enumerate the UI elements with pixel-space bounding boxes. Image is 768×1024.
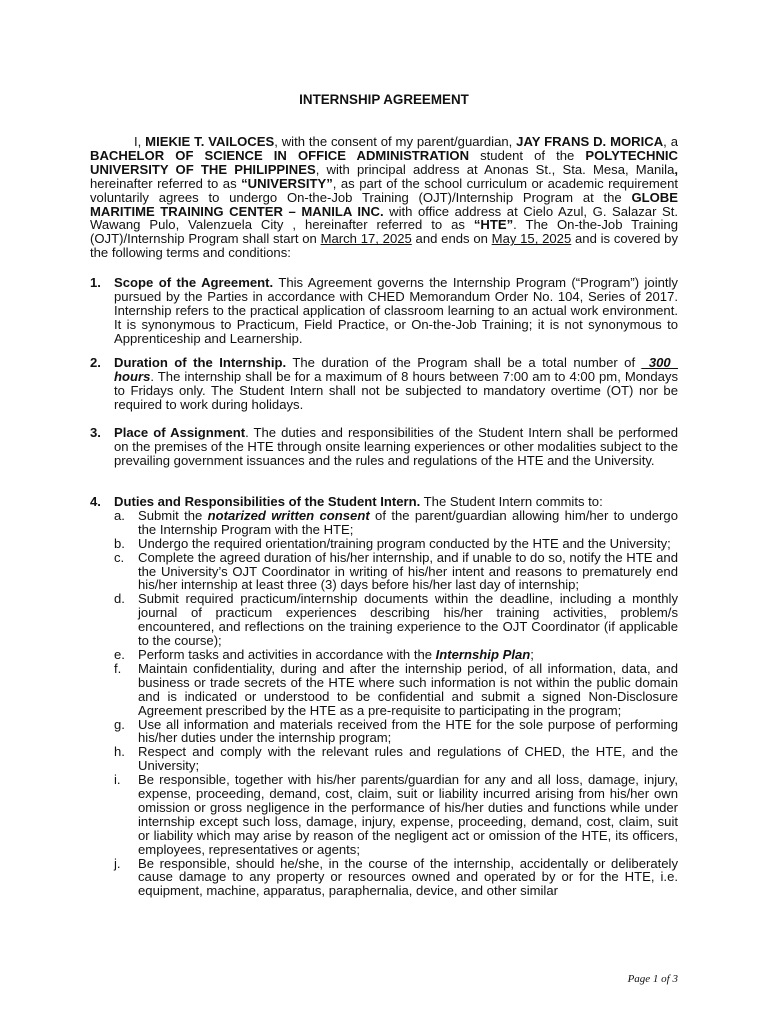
duty-item [114, 857, 678, 899]
duty-text: Perform tasks and activities in accordance with the Internship Plan; [138, 646, 534, 662]
section-4 [90, 495, 678, 898]
section-body: The Student Intern commits to: [420, 494, 603, 509]
duty-item [114, 648, 678, 662]
section-body: The duration of the Program shall be a total number of [286, 355, 642, 370]
hours-value: _300_ [641, 355, 678, 370]
duty-letter: j. [114, 855, 121, 871]
intro-paragraph [90, 135, 678, 260]
document-title: INTERNSHIP AGREEMENT [299, 92, 469, 107]
duty-letter: i. [114, 772, 121, 788]
duty-letter: f. [114, 660, 122, 676]
duty-item [114, 551, 678, 593]
duty-text: Maintain confidentiality, during and after the internship period, of all information, data, and business or trade secrets of the HTE where such information is not within the public domain and is indicated or understood to be confidential and submit a signed Non-Disclosure Agreement prescribed by the HTE as a pre-requisite to participating in the program; [138, 660, 678, 718]
hours-unit: hours [114, 368, 151, 384]
section-number: 3. [90, 425, 101, 440]
duty-item [114, 773, 678, 856]
duty-text: Submit the notarized written consent of the parent/guardian allowing him/her to undergo the Internship Program with the HTE; [138, 507, 678, 537]
duty-text: Respect and comply with the relevant rules and regulations of CHED, the HTE, and the University; [138, 744, 678, 774]
duty-letter: g. [114, 716, 125, 732]
section-2 [90, 356, 678, 412]
section-heading: Scope of the Agreement. [114, 275, 274, 290]
section-number: 1. [90, 275, 101, 290]
section-number: 4. [90, 494, 101, 509]
duty-letter: e. [114, 646, 125, 662]
page-number: Page 1 of 3 [627, 973, 678, 985]
duty-item [114, 592, 678, 648]
section-body: . The internship shall be for a maximum of 8 hours between 7:00 am to 4:00 pm, Mondays to Fridays only. The Student Intern shall not be subjected to mandatory overtime (OT) nor be required to work during holidays. [114, 368, 678, 412]
section-3 [90, 426, 678, 468]
duty-item [114, 718, 678, 746]
section-heading: Duration of the Internship. [114, 355, 287, 370]
duty-text: Use all information and materials received from the HTE for the sole purpose of performing his/her duties under the internship program; [138, 716, 678, 746]
intro-text: I, MIEKIE T. VAILOCES, with the consent of my parent/guardian, JAY FRANS D. MORICA, a BACHELOR OF SCIENCE IN OFFICE ADMINISTRATION student of the POLYTECHNIC UNIVERSITY OF THE PHILIPPINES, with principal address at Anonas St., Sta. Mesa, Manila, hereinafter referred to as “UNIVERSITY”, as part of the school curriculum or academic requirement voluntarily agrees to undergo On-the-Job Training (OJT)/Internship Program at the GLOBE MARITIME TRAINING CENTER – MANILA INC. with office address at Cielo Azul, G. Salazar St. Wawang Pulo, Valenzuela City , hereinafter referred to as “HTE”. The On-the-Job Training (OJT)/Internship Program shall start on March 17, 2025 and ends on May 15, 2025 and is covered by the following terms and conditions: [90, 134, 679, 261]
duty-text: Submit required practicum/internship documents within the deadline, including a monthly journal of practicum experiences describing his/her training activities, problem/s encountered, and reflections on the training experience to the OJT Coordinator (if applicable to the course); [138, 591, 678, 649]
duty-letter: h. [114, 744, 125, 760]
duty-item [114, 745, 678, 773]
duty-text: Complete the agreed duration of his/her internship, and if unable to do so, notify the HTE and the University’s OJT Coordinator in writing of his/her intent and reasons to prematurely end his/her internship at least three (3) days before his/her last day of internship; [138, 549, 678, 593]
duty-letter: d. [114, 591, 125, 607]
duties-list [114, 509, 678, 898]
duty-item [114, 662, 678, 718]
duty-text: Be responsible, should he/she, in the course of the internship, accidentally or deliberately cause damage to any property or resources owned and operated by or for the HTE, i.e. equipment, machine, apparatus, paraphernalia, device, and other similar [138, 855, 678, 899]
section-heading: Duties and Responsibilities of the Student Intern. [114, 494, 421, 509]
section-1 [90, 276, 678, 346]
duty-text: Be responsible, together with his/her parents/guardian for any and all loss, damage, injury, expense, proceeding, demand, cost, claim, suit or liability incurred arising from his/her own omission or gross negligence in the performance of his/her duties and functions while under internship except such loss, damage, injury, expense, proceeding, demand, cost, claim, suit or liability which may arise by reason of the negligent act or omission of the HTE, its officers, employees, representatives or agents; [138, 772, 678, 857]
duty-text: Undergo the required orientation/training program conducted by the HTE and the University; [138, 535, 671, 551]
section-body: . The duties and responsibilities of the Student Intern shall be performed on the premises of the HTE through onsite learning experiences or other modalities subject to the prevailing government issuances and the rules and regulations of the HTE and the University. [114, 425, 678, 468]
duty-item [114, 537, 678, 551]
duty-letter: a. [114, 507, 125, 523]
section-number: 2. [90, 355, 101, 370]
duty-item [114, 509, 678, 537]
section-heading: Place of Assignment [114, 425, 246, 440]
duty-letter: c. [114, 549, 125, 565]
section-body: This Agreement governs the Internship Program (“Program”) jointly pursued by the Parties in accordance with CHED Memorandum Order No. 104, Series of 2017. Internship refers to the practical application of classroom learning to an actual work environment. It is synonymous to Practicum, Field Practice, or On-the-Job Training; it is not synonymous to Apprenticeship and Learnership. [114, 275, 678, 346]
duty-letter: b. [114, 535, 125, 551]
